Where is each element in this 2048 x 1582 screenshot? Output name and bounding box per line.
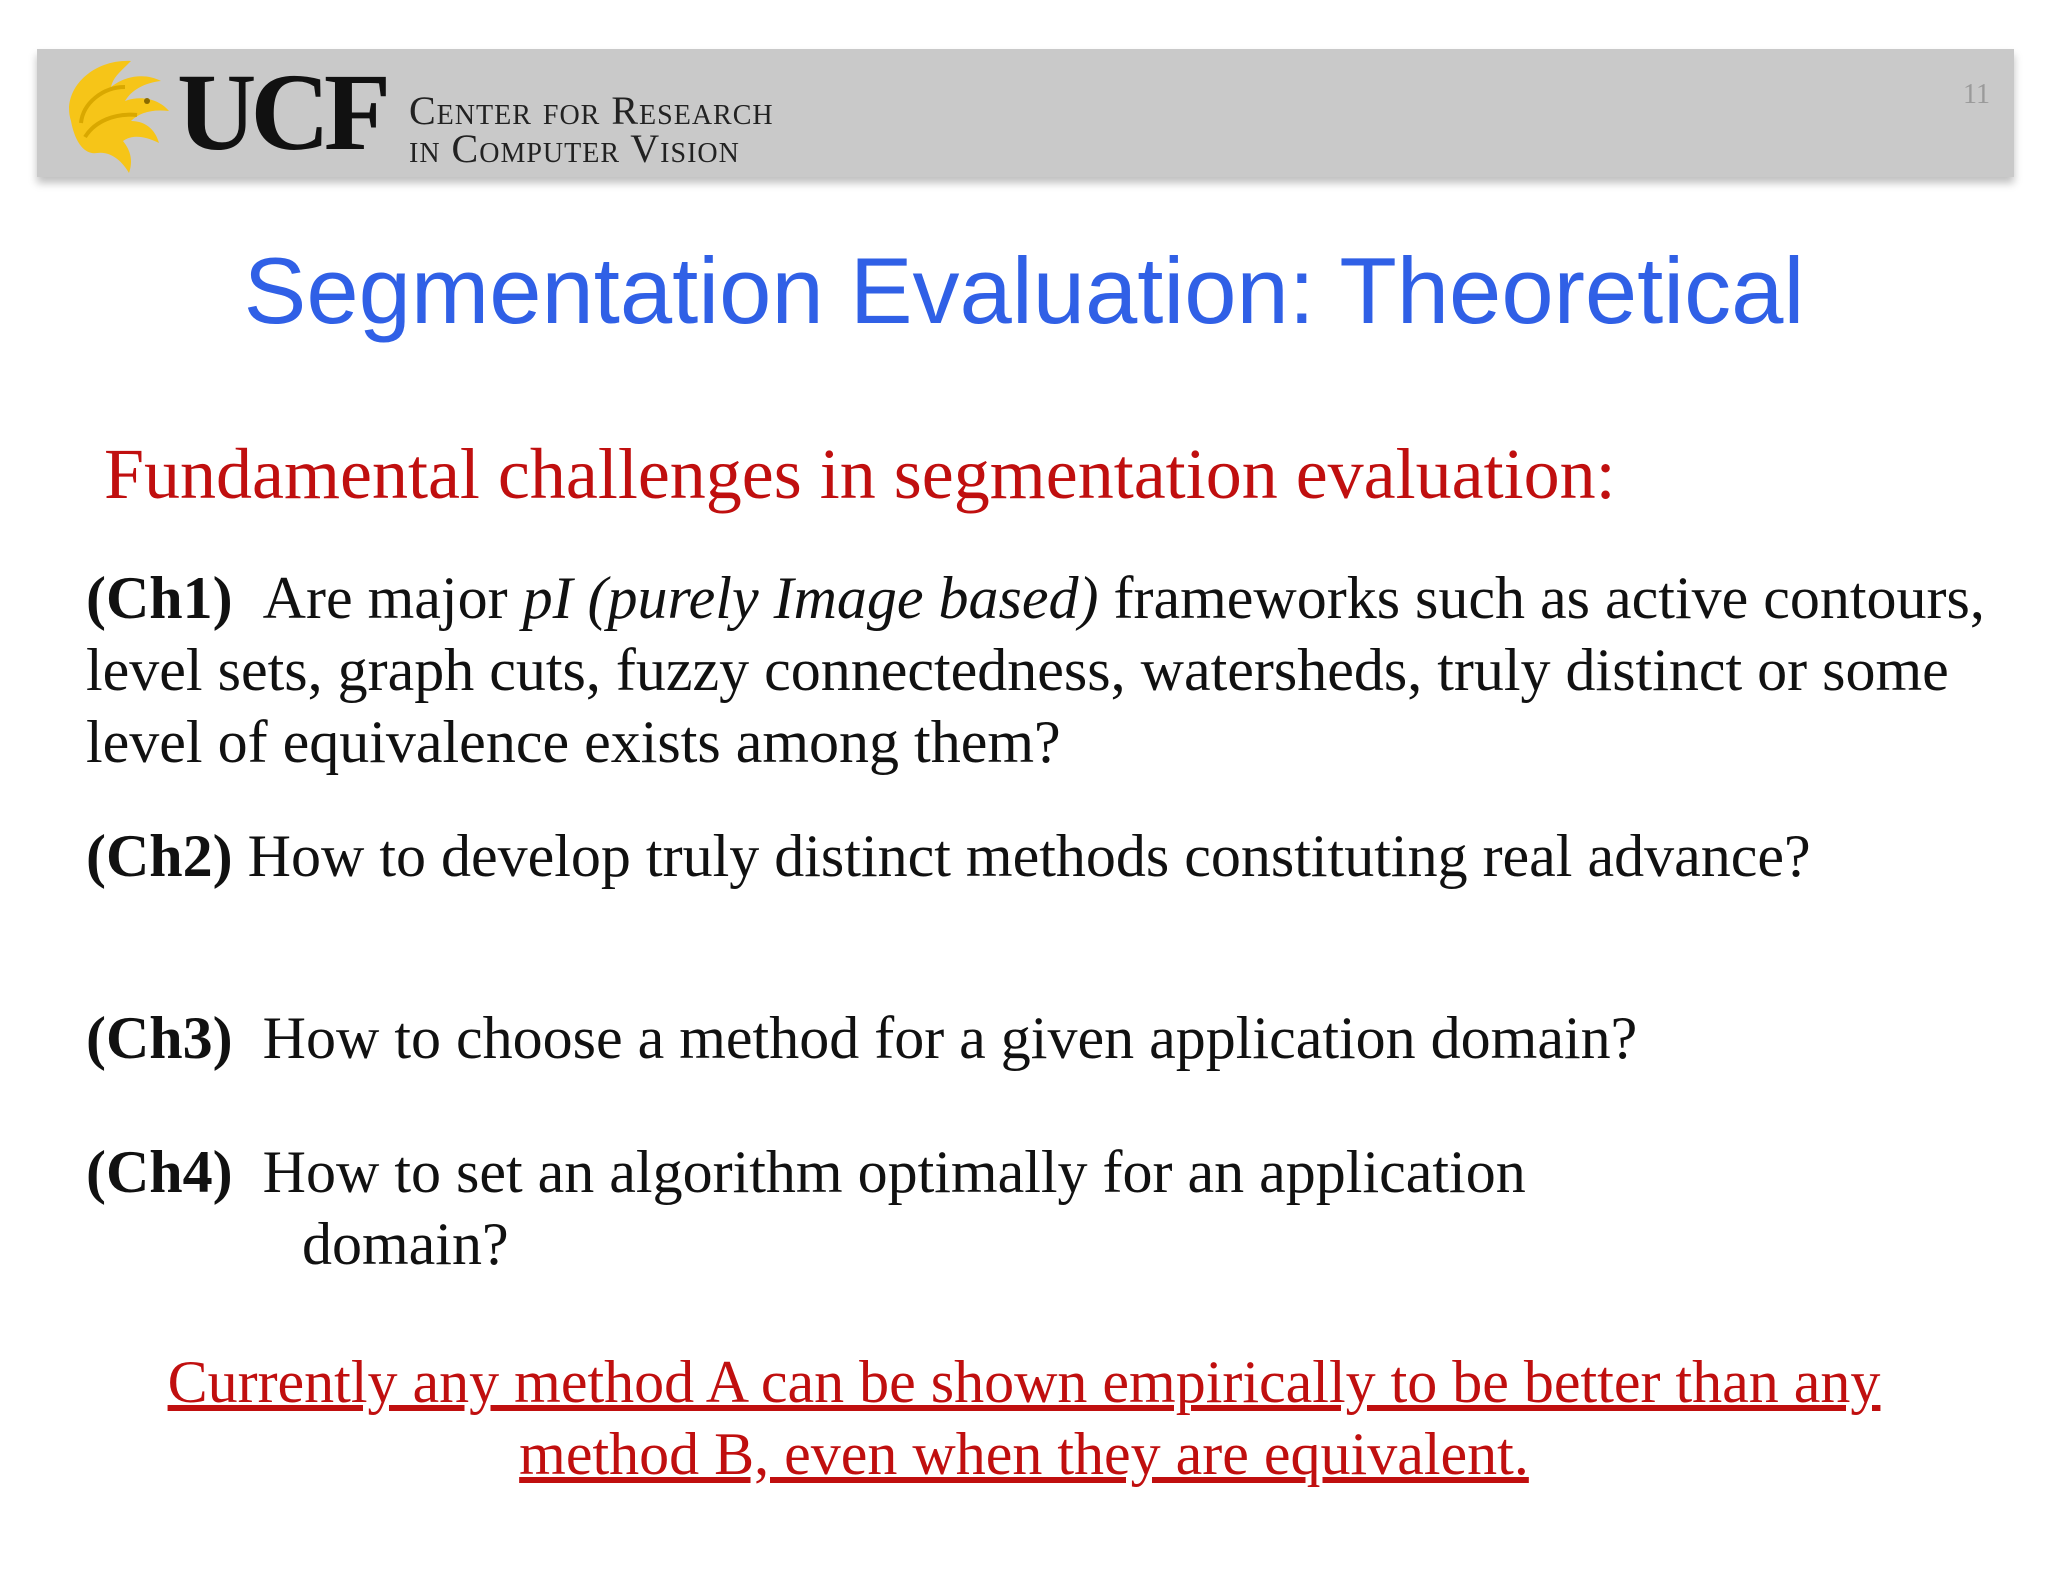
- challenge-4-text-continued: domain?: [302, 1211, 509, 1277]
- challenge-4-label: (Ch4): [86, 1139, 233, 1205]
- challenge-2: [86, 820, 1986, 892]
- challenge-3-text: How to choose a method for a given application domain?: [262, 1005, 1638, 1071]
- challenge-1-text-before: Are major: [262, 565, 523, 631]
- organization-line-1: Center for Research: [409, 88, 774, 133]
- slide-subtitle: Fundamental challenges in segmentation evaluation:: [104, 434, 1616, 514]
- challenge-1-emphasis: pI (purely Image based): [522, 565, 1099, 631]
- challenge-1-text-after: frameworks such as active contours, level sets, graph cuts, fuzzy connectedness, watersheds, truly distinct or some level of equivalence exists among them?: [86, 565, 1985, 775]
- challenge-4: [86, 1136, 1986, 1280]
- slide-number: 11: [1963, 79, 1990, 110]
- pegasus-logo-icon: [51, 51, 181, 175]
- challenge-2-text: How to develop truly distinct methods constituting real advance?: [232, 823, 1811, 889]
- conclusion-line-1: Currently any method A can be shown empirically to be better than any: [167, 1349, 1881, 1415]
- organization-name: [409, 88, 774, 171]
- slide-title: Segmentation Evaluation: Theoretical: [243, 238, 1805, 343]
- conclusion-line-2: method B, even when they are equivalent.: [519, 1421, 1529, 1487]
- challenge-3-label: (Ch3): [86, 1005, 233, 1071]
- challenge-4-text: How to set an algorithm optimally for an application: [262, 1139, 1526, 1205]
- challenge-1: [86, 562, 1986, 778]
- organization-line-2: in Computer Vision: [409, 126, 740, 171]
- challenge-2-label: (Ch2): [86, 823, 233, 889]
- header-bar: [37, 49, 2014, 177]
- challenge-3: [86, 1002, 1986, 1074]
- ucf-logo-text: UCF: [177, 51, 386, 173]
- challenge-1-label: (Ch1): [86, 565, 233, 631]
- conclusion: [60, 1346, 1988, 1490]
